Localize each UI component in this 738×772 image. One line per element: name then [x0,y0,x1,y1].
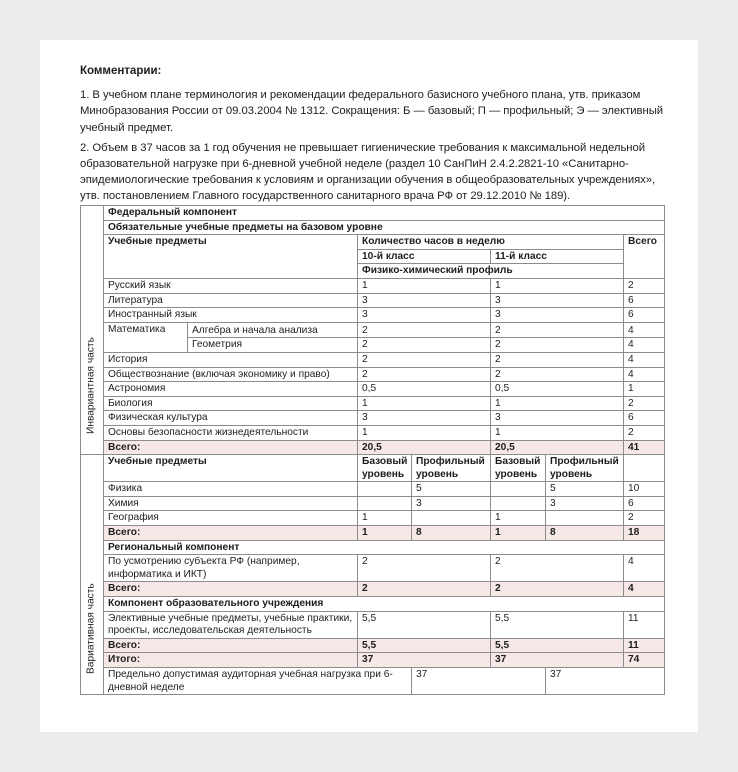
grade10-hours: 2 [358,322,491,338]
subject-name: Математика [104,322,188,352]
table-row [81,396,665,411]
table-row [81,382,665,397]
side-label-invariant: Инвариантная часть [81,206,104,455]
table-row [81,496,665,511]
subject-name: Обществознание (включая экономику и право) [104,367,358,382]
total-hours: 4 [624,582,665,597]
grade11-basic [491,482,546,497]
total-hours: 2 [624,511,665,526]
grade11-hours: 2 [491,367,624,382]
grade11-hours: 37 [546,668,665,695]
total-hours: 6 [624,496,665,511]
grade10-basic [358,482,412,497]
table-row [81,540,665,555]
table-row [81,308,665,323]
grade10-hours: 3 [358,308,491,323]
table-row [81,220,665,235]
header-grade11: 11-й класс [491,249,624,264]
grade11-hours: 2 [491,555,624,582]
total-hours: 11 [624,611,665,638]
grade11-hours: 37 [491,653,624,668]
subject-name: История [104,352,358,367]
total-hours: 41 [624,440,665,455]
table-row [81,352,665,367]
grade10-hours: 37 [412,668,546,695]
grade10-hours: 5,5 [358,611,491,638]
grade11-hours: 3 [491,308,624,323]
grade11-hours: 2 [491,352,624,367]
grade11-hours: 5,5 [491,611,624,638]
school-component-heading: Компонент образовательного учреждения [104,597,665,612]
grade10-hours: 2 [358,582,491,597]
invariant-total-row [81,440,665,455]
header-profile: Физико-химический профиль [358,264,624,279]
grade11-hours: 1 [491,278,624,293]
grade10-basic: 1 [358,526,412,541]
total-hours: 18 [624,526,665,541]
grade11-hours: 1 [491,425,624,440]
subject-name: Биология [104,396,358,411]
grade10-hours: 2 [358,352,491,367]
grade10-profile: 3 [412,496,491,511]
grade10-hours: 0,5 [358,382,491,397]
grade10-hours: 3 [358,411,491,426]
table-row [81,206,665,221]
document-page [40,40,698,732]
total-label: Всего: [104,582,358,597]
total-hours: 4 [624,338,665,353]
grade10-hours: 3 [358,293,491,308]
table-row [81,367,665,382]
grade11-hours: 3 [491,411,624,426]
grade10-hours: 1 [358,278,491,293]
grade11-hours: 2 [491,322,624,338]
grade10-profile: 8 [412,526,491,541]
regional-total-row [81,582,665,597]
comment-2: 2. Объем в 37 часов за 1 год обучения не превышает гигиенические требования к максимальной недельной образовательной нагрузке при 6-дневной учебной неделе (раздел 10 СанПиН 2.4.2.2821-10 «Санитарно-эпидемиологические требования к условиям и организации обучения в общеобразовательных учреждениях», утв. постановлением Главного государственного санитарного врача РФ от 29.12.2010 № 189). [80,141,656,203]
side-label-variable: Вариативная часть [81,455,104,695]
header-empty [624,455,665,482]
total-hours: 4 [624,367,665,382]
table-row [81,482,665,497]
subject-name: Иностранный язык [104,308,358,323]
total-hours: 2 [624,396,665,411]
grade11-profile: 5 [546,482,624,497]
total-hours: 6 [624,411,665,426]
grand-total-row [81,653,665,668]
subject-part: Алгебра и начала анализа [188,322,358,338]
total-hours: 10 [624,482,665,497]
table-row [81,278,665,293]
total-hours: 2 [624,278,665,293]
federal-component-heading: Федеральный компонент [104,206,665,221]
table-row [81,293,665,308]
table-row [81,511,665,526]
header-grade10-basic: Базовый уровень [358,455,412,482]
max-load-row [81,668,665,695]
header-subjects: Учебные предметы [104,455,358,482]
subject-name: Физика [104,482,358,497]
table-row [81,425,665,440]
regional-heading: Региональный компонент [104,540,665,555]
header-subjects: Учебные предметы [104,235,358,279]
total-label: Итого: [104,653,358,668]
grade10-hours: 2 [358,338,491,353]
subject-name: Химия [104,496,358,511]
variable-total-row [81,526,665,541]
total-hours: 6 [624,308,665,323]
subject-name: Физическая культура [104,411,358,426]
grade10-hours: 20,5 [358,440,491,455]
grade11-hours: 0,5 [491,382,624,397]
total-label: Всего: [104,638,358,653]
table-header-row [81,235,665,250]
grade11-basic: 1 [491,526,546,541]
total-hours: 74 [624,653,665,668]
subject-name: По усмотрению субъекта РФ (например, информатика и ИКТ) [104,555,358,582]
grade10-hours: 2 [358,555,491,582]
grade10-profile [412,511,491,526]
grade10-hours: 1 [358,425,491,440]
subject-name: Русский язык [104,278,358,293]
grade10-basic: 1 [358,511,412,526]
mandatory-basic-heading: Обязательные учебные предметы на базовом уровне [104,220,665,235]
table-row [81,555,665,582]
total-label: Всего: [104,526,358,541]
grade11-basic: 1 [491,511,546,526]
grade11-profile [546,511,624,526]
grade10-hours: 2 [358,367,491,382]
grade10-hours: 1 [358,396,491,411]
variable-header-row [81,455,665,482]
header-total: Всего [624,235,665,279]
header-grade11-profile: Профильный уровень [546,455,624,482]
comments-title: Комментарии: [80,64,162,77]
total-hours: 4 [624,555,665,582]
total-hours: 4 [624,352,665,367]
grade11-profile: 8 [546,526,624,541]
subject-name: Астрономия [104,382,358,397]
grade10-profile: 5 [412,482,491,497]
grade11-basic [491,496,546,511]
subject-name: Элективные учебные предметы, учебные практики, проекты, исследовательская деятельность [104,611,358,638]
total-hours: 2 [624,425,665,440]
total-label: Всего: [104,440,358,455]
header-grade10-profile: Профильный уровень [412,455,491,482]
total-hours: 6 [624,293,665,308]
grade10-hours: 5,5 [358,638,491,653]
max-load-label: Предельно допустимая аудиторная учебная нагрузка при 6-дневной неделе [104,668,412,695]
table-row [81,597,665,612]
grade11-profile: 3 [546,496,624,511]
comment-1: 1. В учебном плане терминология и рекомендации федерального базисного учебного плана, утв. приказом Минобразования России от 09.03.2004 № 1312. Сокращения: Б — базовый; П — профильный; Э — элективный учебный предмет. [80,89,664,134]
comments-section [80,63,665,209]
subject-name: Основы безопасности жизнедеятельности [104,425,358,440]
grade11-hours: 1 [491,396,624,411]
total-hours: 4 [624,322,665,338]
grade11-hours: 5,5 [491,638,624,653]
table-row [81,611,665,638]
subject-name: Литература [104,293,358,308]
curriculum-table [80,205,665,695]
school-total-row [81,638,665,653]
grade11-hours: 2 [491,338,624,353]
table-row [81,322,665,338]
header-grade11-basic: Базовый уровень [491,455,546,482]
table-row [81,411,665,426]
grade11-hours: 2 [491,582,624,597]
subject-name: География [104,511,358,526]
header-grade10: 10-й класс [358,249,491,264]
grade10-hours: 37 [358,653,491,668]
total-hours: 11 [624,638,665,653]
grade11-hours: 20,5 [491,440,624,455]
total-hours: 1 [624,382,665,397]
subject-part: Геометрия [188,338,358,353]
grade10-basic [358,496,412,511]
grade11-hours: 3 [491,293,624,308]
header-hours-per-week: Количество часов в неделю [358,235,624,250]
